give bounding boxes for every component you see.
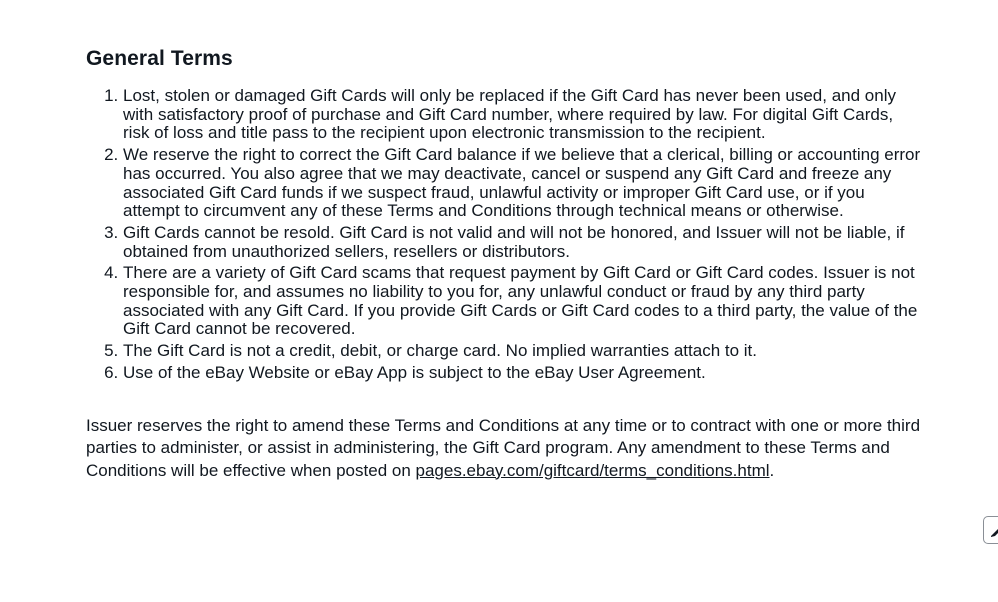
- list-item: 2. We reserve the right to correct the Gift Card balance if we believe that a clerical, billing or accounting error has occurred. You also agree that we may deactivate, cancel or suspend any Gift Card and freeze any associated Gift Card funds if we suspect fraud, unlawful activity or improper Gift Card use, or if you attempt to circumvent any of these Terms and Conditions through technical means or otherwise.: [123, 146, 921, 221]
- edit-widget-button[interactable]: [983, 516, 998, 544]
- terms-link[interactable]: pages.ebay.com/giftcard/terms_conditions.html: [415, 460, 770, 480]
- footer-text: Issuer reserves the right to amend these Terms and Conditions at any time or to contract with one or more third parties to administer, or assist in administering, the Gift Card program. Any amendment to these Terms and Conditions will be effective when posted on: [86, 415, 921, 480]
- terms-content: [86, 44, 921, 482]
- list-item: 3. Gift Cards cannot be resold. Gift Card is not valid and will not be honored, and Issuer will not be liable, if obtained from unauthorized sellers, resellers or distributors.: [123, 224, 921, 261]
- list-item: 4. There are a variety of Gift Card scams that request payment by Gift Card or Gift Card codes. Issuer is not responsible for, and assumes no liability to you for, any unlawful conduct or fraud by any third party associated with any Gift Card. If you provide Gift Cards or Gift Card codes to a third party, the value of the Gift Card cannot be recovered.: [123, 264, 921, 339]
- list-item: 5. The Gift Card is not a credit, debit, or charge card. No implied warranties attach to it.: [123, 342, 921, 361]
- footer-trailing: .: [769, 460, 775, 480]
- footer-paragraph: [86, 415, 921, 483]
- section-heading: General Terms: [86, 47, 233, 70]
- list-item: 1. Lost, stolen or damaged Gift Cards will only be replaced if the Gift Card has never been used, and only with satisfactory proof of purchase and Gift Card number, where required by law. For digital Gift Cards, risk of loss and title pass to the recipient upon electronic transmission to the recipient.: [123, 87, 921, 143]
- pencil-icon: [988, 523, 998, 539]
- terms-list: [86, 87, 921, 383]
- list-item: 6. Use of the eBay Website or eBay App is subject to the eBay User Agreement.: [123, 364, 921, 383]
